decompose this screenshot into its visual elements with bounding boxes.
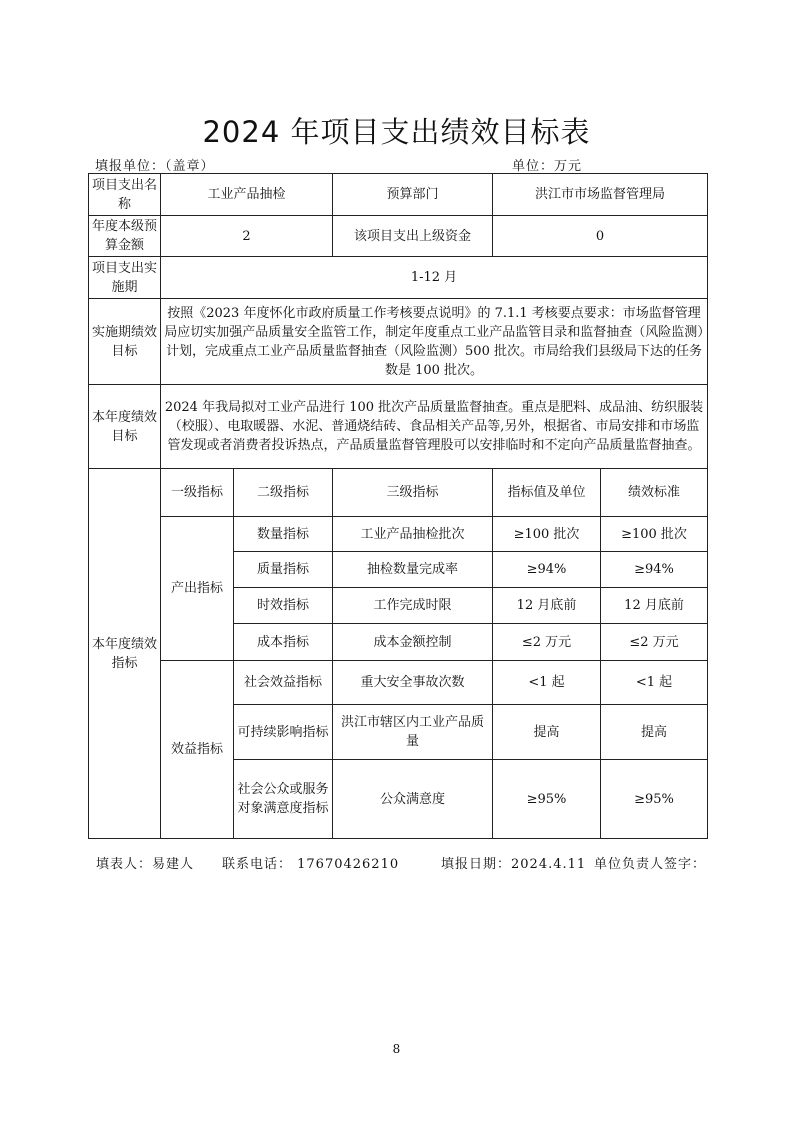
value-cell: ≥95% <box>493 760 601 839</box>
page-number: 8 <box>392 1042 401 1056</box>
header-value: 指标值及单位 <box>493 469 601 517</box>
standard-cell: ≥95% <box>601 760 708 839</box>
level2-cell: 质量指标 <box>234 552 333 588</box>
level3-cell: 公众满意度 <box>333 760 493 839</box>
value-cell: ≤2 万元 <box>493 624 601 661</box>
period-label: 项目支出实施期 <box>89 257 161 299</box>
level2-cell: 社会公众或服务对象满意度指标 <box>234 760 333 839</box>
level2-cell: 成本指标 <box>234 624 333 661</box>
performance-table <box>88 173 708 839</box>
standard-cell: ≥100 批次 <box>601 517 708 552</box>
level3-cell: 工业产品抽检批次 <box>333 517 493 552</box>
footer-signature: 单位负责人签字： <box>594 857 707 872</box>
budget-value: 2 <box>161 216 333 257</box>
budget-label: 年度本级预算金额 <box>89 216 161 257</box>
standard-cell: 12 月底前 <box>601 588 708 624</box>
header-level3: 三级指标 <box>333 469 493 517</box>
standard-cell: 提高 <box>601 705 708 760</box>
dept-label: 预算部门 <box>333 174 493 216</box>
page-title: 2024 年项目支出绩效目标表 <box>202 115 591 149</box>
dept-value: 洪江市市场监督管理局 <box>493 174 708 216</box>
level3-cell: 工作完成时限 <box>333 588 493 624</box>
level2-cell: 社会效益指标 <box>234 661 333 705</box>
table-row <box>89 385 708 469</box>
table-row <box>89 299 708 385</box>
footer-phone: 联系电话： 17670426210 <box>222 857 400 872</box>
superior-funds-label: 该项目支出上级资金 <box>333 216 493 257</box>
value-cell: 提高 <box>493 705 601 760</box>
period-goal: 按照《2023 年度怀化市政府质量工作考核要点说明》的 7.1.1 考核要点要求：市场监督管理局应切实加强产品质量安全监管工作，制定年度重点工业产品监管目录和监督抽查（风险监测）计划，完成重点工业产品质量监督抽查（风险监测）500 批次。市局给我们县级局下达的任务数是 100 批次。 <box>161 299 708 385</box>
period-value: 1-12 月 <box>161 257 708 299</box>
footer-filler: 填表人：易建人 <box>96 857 195 872</box>
header-level2: 二级指标 <box>234 469 333 517</box>
standard-cell: <1 起 <box>601 661 708 705</box>
project-name-label: 项目支出名称 <box>89 174 161 216</box>
standard-cell: ≤2 万元 <box>601 624 708 661</box>
table-row <box>89 517 708 552</box>
value-cell: ≥94% <box>493 552 601 588</box>
value-cell: ≥100 批次 <box>493 517 601 552</box>
level2-cell: 时效指标 <box>234 588 333 624</box>
table-row <box>89 469 708 517</box>
level3-cell: 重大安全事故次数 <box>333 661 493 705</box>
year-goal-label: 本年度绩效目标 <box>89 385 161 469</box>
level2-cell: 数量指标 <box>234 517 333 552</box>
superior-funds-value: 0 <box>493 216 708 257</box>
table-row <box>89 661 708 705</box>
value-cell: <1 起 <box>493 661 601 705</box>
header-standard: 绩效标准 <box>601 469 708 517</box>
indicators-section-label: 本年度绩效指标 <box>89 469 161 839</box>
standard-cell: ≥94% <box>601 552 708 588</box>
table-row <box>89 257 708 299</box>
table-row <box>89 174 708 216</box>
level3-cell: 抽检数量完成率 <box>333 552 493 588</box>
level3-cell: 成本金额控制 <box>333 624 493 661</box>
header-level1: 一级指标 <box>161 469 234 517</box>
filling-unit: 填报单位：（盖章） <box>95 159 215 174</box>
output-indicator-label: 产出指标 <box>161 517 234 661</box>
period-goal-label: 实施期绩效目标 <box>89 299 161 385</box>
year-goal: 2024 年我局拟对工业产品进行 100 批次产品质量监督抽查。重点是肥料、成品油、纺织服装（校服）、电取暖器、水泥、普通烧结砖、食品相关产品等,另外，根据省、市局安排和市场监管发现或者消费者投诉热点，产品质量监督管理股可以安排临时和不定向产品质量监督抽查。 <box>161 385 708 469</box>
value-cell: 12 月底前 <box>493 588 601 624</box>
level2-cell: 可持续影响指标 <box>234 705 333 760</box>
unit-of-measure: 单位：万元 <box>512 159 583 174</box>
level3-cell: 洪江市辖区内工业产品质量 <box>333 705 493 760</box>
benefit-indicator-label: 效益指标 <box>161 661 234 839</box>
project-name: 工业产品抽检 <box>161 174 333 216</box>
footer-date: 填报日期：2024.4.11 <box>441 857 587 872</box>
table-row <box>89 216 708 257</box>
